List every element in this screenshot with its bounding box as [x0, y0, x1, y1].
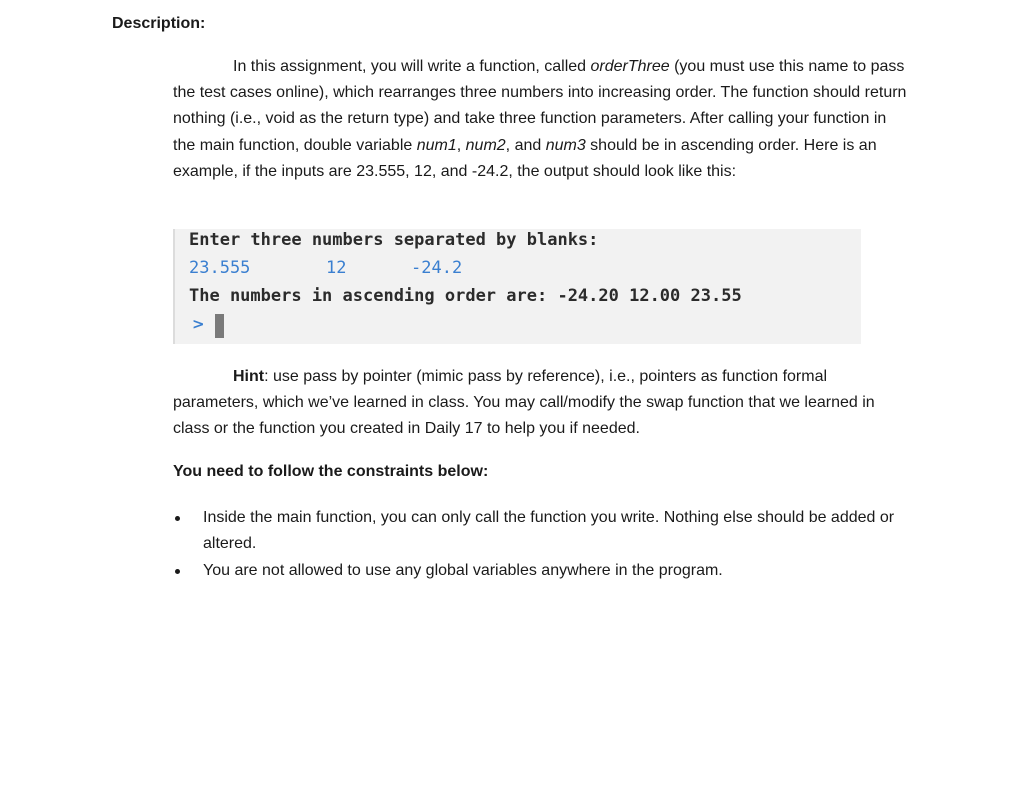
text-cursor-icon [215, 314, 224, 338]
hint-text: : use pass by pointer (mimic pass by reference), i.e., pointers as function formal parameters, which we’ve learned in class. You may call/modify the swap function that we learned in class or the function you created in Daily 17 to help you if needed. [173, 368, 875, 438]
constraint-text: Inside the main function, you can only call the function you write. Nothing else should be added or altered. [203, 509, 895, 553]
description-heading: Description: [112, 15, 206, 32]
hint-label: Hint [233, 368, 265, 385]
console-input-value: -24.2 [411, 258, 463, 278]
constraint-text: You are not allowed to use any global variables anywhere in the program. [203, 562, 723, 580]
console-input-line [189, 257, 463, 367]
variable-name: num1 [416, 136, 457, 154]
function-name: orderThree [590, 58, 670, 75]
console-input-value: 23.555 [189, 258, 251, 278]
list-item [173, 505, 913, 557]
bullet-icon [175, 569, 180, 574]
para-text: , and [505, 136, 546, 154]
console-prompt-line: Enter three numbers separated by blanks: [189, 230, 599, 250]
variable-name: num3 [545, 136, 586, 154]
variable-name: num2 [465, 136, 506, 154]
para-text: (you must use this name to pass the test cases online), which rearranges three numbers into increasing order. The function should return nothing (i.e., void as the return type) and take three function parameters. After calling your function in the main function, double variable [173, 58, 907, 154]
console-output-example [173, 229, 861, 344]
constraints-list [173, 505, 913, 585]
list-item [173, 558, 913, 584]
assignment-paragraph [173, 54, 908, 185]
para-text: should be in ascending order. Here is an example, if the inputs are 23.555, 12, and -24.2, the output should look like this: [173, 136, 877, 180]
constraints-heading: You need to follow the constraints below: [173, 463, 489, 480]
console-result-line: The numbers in ascending order are: -24.20 12.00 23.55 [189, 286, 742, 306]
prompt-chevron-icon: > [192, 315, 205, 333]
bullet-icon [175, 516, 180, 521]
hint-paragraph [173, 364, 908, 443]
console-input-value: 12 [326, 258, 347, 278]
para-text: , [456, 136, 466, 154]
para-text: In this assignment, you will write a function, called [233, 58, 591, 75]
